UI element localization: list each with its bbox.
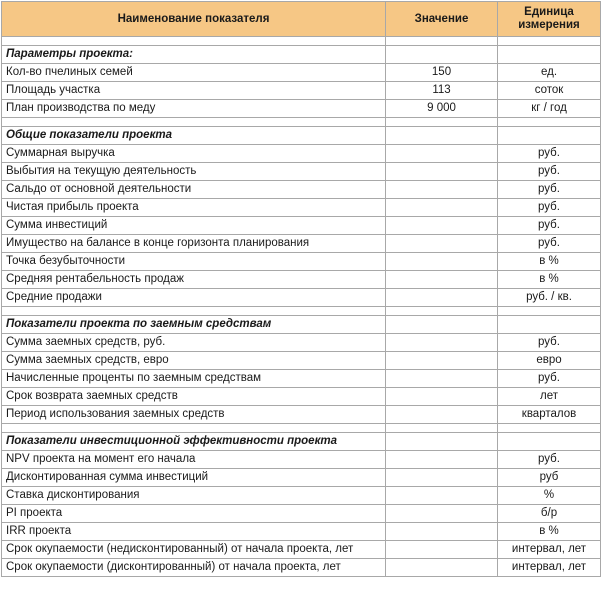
indicator-name: Средние продажи — [2, 289, 386, 307]
header-value: Значение — [386, 2, 498, 37]
indicator-unit: % — [498, 487, 601, 505]
indicators-table — [1, 1, 601, 577]
indicator-name: Период использования заемных средств — [2, 406, 386, 424]
indicator-unit: интервал, лет — [498, 541, 601, 559]
indicator-value — [386, 451, 498, 469]
indicator-value — [386, 559, 498, 577]
table-row — [2, 163, 601, 181]
section-title: Параметры проекта: — [2, 46, 386, 64]
indicator-name: Срок возврата заемных средств — [2, 388, 386, 406]
indicator-name: NPV проекта на момент его начала — [2, 451, 386, 469]
indicator-name: Чистая прибыль проекта — [2, 199, 386, 217]
indicator-name: План производства по меду — [2, 100, 386, 118]
table-row — [2, 370, 601, 388]
indicator-unit: б/р — [498, 505, 601, 523]
indicator-value: 150 — [386, 64, 498, 82]
indicator-name: IRR проекта — [2, 523, 386, 541]
spacer-cell — [386, 37, 498, 46]
table-row — [2, 181, 601, 199]
indicator-value — [386, 487, 498, 505]
section-empty-cell — [498, 316, 601, 334]
indicator-value — [386, 145, 498, 163]
spacer-cell — [498, 424, 601, 433]
table-row — [2, 559, 601, 577]
table-row — [2, 64, 601, 82]
indicator-value: 9 000 — [386, 100, 498, 118]
table-row — [2, 100, 601, 118]
indicator-unit: руб. — [498, 235, 601, 253]
indicator-value — [386, 181, 498, 199]
section-empty-cell — [498, 127, 601, 145]
table-row — [2, 82, 601, 100]
indicator-name: Сальдо от основной деятельности — [2, 181, 386, 199]
table-row — [2, 523, 601, 541]
indicator-unit: руб. / кв. — [498, 289, 601, 307]
indicator-value — [386, 352, 498, 370]
indicator-value — [386, 406, 498, 424]
spacer-cell — [2, 307, 386, 316]
indicator-unit: руб — [498, 469, 601, 487]
spacer-row — [2, 37, 601, 46]
section-header-row — [2, 46, 601, 64]
spacer-cell — [386, 118, 498, 127]
spacer-cell — [498, 118, 601, 127]
table-row — [2, 541, 601, 559]
indicator-value: 113 — [386, 82, 498, 100]
table-row — [2, 406, 601, 424]
indicator-name: Дисконтированная сумма инвестиций — [2, 469, 386, 487]
section-title: Показатели инвестиционной эффективности проекта — [2, 433, 386, 451]
indicator-value — [386, 469, 498, 487]
indicator-name: Площадь участка — [2, 82, 386, 100]
indicator-value — [386, 199, 498, 217]
indicator-unit: руб. — [498, 199, 601, 217]
table-row — [2, 217, 601, 235]
indicator-unit: в % — [498, 253, 601, 271]
table-row — [2, 487, 601, 505]
indicator-name: Сумма инвестиций — [2, 217, 386, 235]
indicator-value — [386, 505, 498, 523]
indicator-name: Средняя рентабельность продаж — [2, 271, 386, 289]
indicator-name: Суммарная выручка — [2, 145, 386, 163]
section-empty-cell — [386, 127, 498, 145]
table-row — [2, 145, 601, 163]
spacer-cell — [386, 307, 498, 316]
indicator-unit: лет — [498, 388, 601, 406]
indicator-unit: евро — [498, 352, 601, 370]
indicator-unit: руб. — [498, 334, 601, 352]
indicator-name: Срок окупаемости (недисконтированный) от начала проекта, лет — [2, 541, 386, 559]
spacer-cell — [2, 118, 386, 127]
indicator-name: Сумма заемных средств, руб. — [2, 334, 386, 352]
indicator-value — [386, 370, 498, 388]
spacer-cell — [2, 424, 386, 433]
indicator-unit: соток — [498, 82, 601, 100]
table-row — [2, 199, 601, 217]
indicator-value — [386, 523, 498, 541]
indicator-name: Срок окупаемости (дисконтированный) от начала проекта, лет — [2, 559, 386, 577]
indicator-unit: кварталов — [498, 406, 601, 424]
spacer-cell — [498, 307, 601, 316]
header-unit: Единица измерения — [498, 2, 601, 37]
indicator-value — [386, 235, 498, 253]
indicator-value — [386, 334, 498, 352]
indicator-value — [386, 289, 498, 307]
indicator-value — [386, 253, 498, 271]
table-row — [2, 469, 601, 487]
indicator-unit: руб. — [498, 370, 601, 388]
spacer-row — [2, 118, 601, 127]
indicator-unit: кг / год — [498, 100, 601, 118]
spacer-cell — [498, 37, 601, 46]
indicator-value — [386, 388, 498, 406]
indicator-unit: руб. — [498, 181, 601, 199]
table-row — [2, 388, 601, 406]
section-header-row — [2, 316, 601, 334]
table-row — [2, 253, 601, 271]
table-row — [2, 505, 601, 523]
indicator-value — [386, 163, 498, 181]
indicator-name: Имущество на балансе в конце горизонта планирования — [2, 235, 386, 253]
spacer-cell — [2, 37, 386, 46]
indicator-unit: руб. — [498, 451, 601, 469]
indicator-unit: в % — [498, 271, 601, 289]
section-empty-cell — [498, 46, 601, 64]
indicator-unit: в % — [498, 523, 601, 541]
indicator-name: Точка безубыточности — [2, 253, 386, 271]
table-row — [2, 271, 601, 289]
indicator-unit: руб. — [498, 163, 601, 181]
section-empty-cell — [386, 46, 498, 64]
header-name: Наименование показателя — [2, 2, 386, 37]
spacer-cell — [386, 424, 498, 433]
table-row — [2, 352, 601, 370]
table-row — [2, 235, 601, 253]
indicator-name: Начисленные проценты по заемным средствам — [2, 370, 386, 388]
table-row — [2, 451, 601, 469]
indicator-name: Кол-во пчелиных семей — [2, 64, 386, 82]
indicator-unit: руб. — [498, 217, 601, 235]
indicator-name: Ставка дисконтирования — [2, 487, 386, 505]
section-empty-cell — [386, 433, 498, 451]
section-title: Показатели проекта по заемным средствам — [2, 316, 386, 334]
table-header-row — [2, 2, 601, 37]
indicator-value — [386, 541, 498, 559]
indicator-name: PI проекта — [2, 505, 386, 523]
section-header-row — [2, 433, 601, 451]
section-title: Общие показатели проекта — [2, 127, 386, 145]
spacer-row — [2, 424, 601, 433]
indicator-name: Выбытия на текущую деятельность — [2, 163, 386, 181]
indicator-value — [386, 217, 498, 235]
indicator-unit: ед. — [498, 64, 601, 82]
section-empty-cell — [498, 433, 601, 451]
table-row — [2, 334, 601, 352]
section-header-row — [2, 127, 601, 145]
spacer-row — [2, 307, 601, 316]
table-row — [2, 289, 601, 307]
indicator-name: Сумма заемных средств, евро — [2, 352, 386, 370]
section-empty-cell — [386, 316, 498, 334]
indicator-value — [386, 271, 498, 289]
indicator-unit: руб. — [498, 145, 601, 163]
indicator-unit: интервал, лет — [498, 559, 601, 577]
